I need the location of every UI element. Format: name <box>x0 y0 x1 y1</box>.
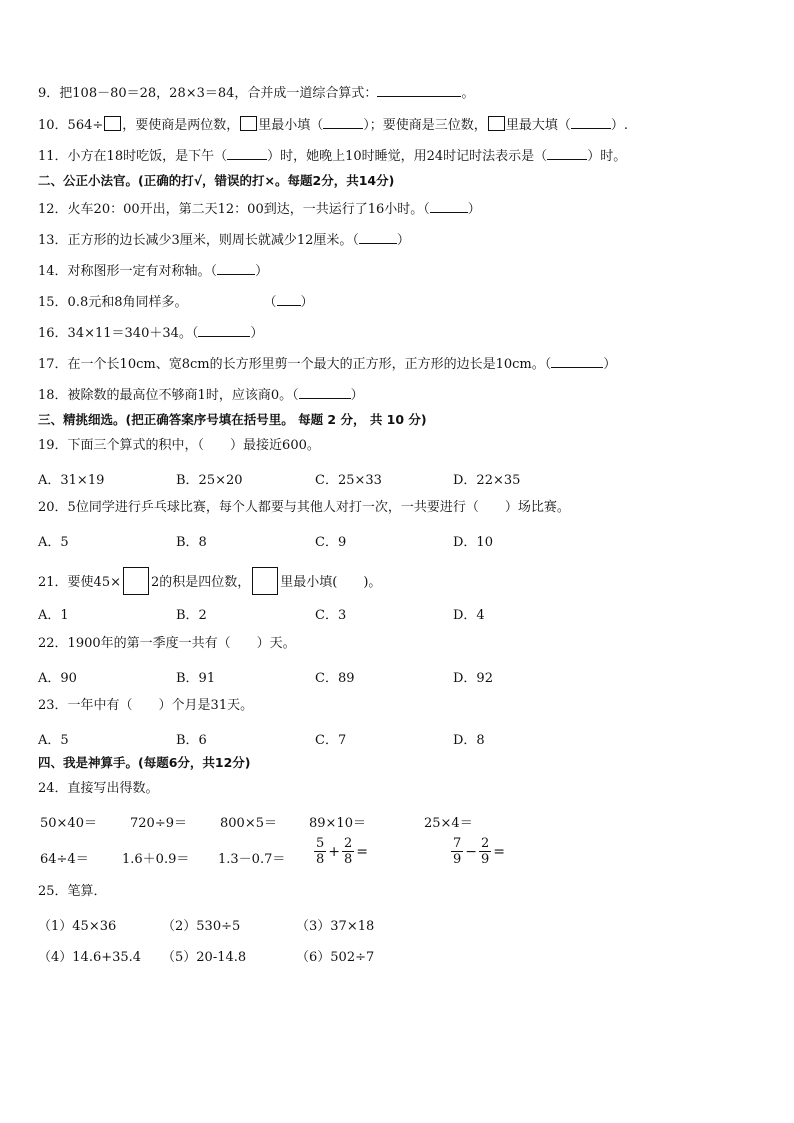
calc-item: 720÷9＝ <box>130 816 187 831</box>
option-d[interactable]: D．8 <box>453 733 485 748</box>
answer-blank[interactable] <box>227 147 267 160</box>
written-calc-item: （3）37×18 <box>296 919 375 934</box>
option-b[interactable]: B．8 <box>176 535 207 550</box>
denominator: 8 <box>316 852 325 867</box>
question-13 <box>38 231 410 249</box>
question-text: 里最小填（ <box>258 118 324 133</box>
section-3-heading: 三、精挑细选。(把正确答案序号填在括号里。 每题 2 分， 共 10 分) <box>38 412 427 427</box>
written-calc-item: （6）502÷7 <box>296 950 375 965</box>
option-a[interactable]: A．5 <box>38 733 69 748</box>
question-16 <box>38 324 263 342</box>
question-12 <box>38 200 481 218</box>
question-text-end: ） <box>255 264 269 279</box>
answer-blank[interactable] <box>359 231 397 244</box>
question-number: 14． <box>38 264 68 279</box>
question-text: 34×11＝340＋34。（ <box>67 326 199 341</box>
question-text: 笔算． <box>67 884 107 899</box>
numerator: 2 <box>344 836 353 851</box>
question-number: 9． <box>38 86 60 101</box>
question-text: ）. <box>610 118 628 133</box>
question-text: 一年中有（ ）个月是31天。 <box>67 698 254 713</box>
digit-box[interactable] <box>240 116 257 131</box>
question-text: 对称图形一定有对称轴。（ <box>67 264 218 279</box>
calc-item: 1.6＋0.9＝ <box>122 852 190 867</box>
numerator: 2 <box>481 836 490 851</box>
question-number: 11． <box>38 149 68 164</box>
equals-sign: = <box>356 843 369 860</box>
denominator: 9 <box>453 852 462 867</box>
question-text-end: ） <box>300 295 314 310</box>
question-text-end: ） <box>467 202 481 217</box>
question-text: 下面三个算式的积中，（ ）最接近600。 <box>67 438 320 453</box>
question-text: ）；要使商是三位数， <box>363 118 487 133</box>
answer-blank[interactable] <box>547 147 587 160</box>
operator: + <box>328 843 341 860</box>
question-number: 10． <box>38 118 68 133</box>
question-24 <box>38 781 159 797</box>
numerator: 5 <box>316 836 325 851</box>
question-number: 19． <box>38 438 68 453</box>
question-22 <box>38 636 296 652</box>
numerator: 7 <box>453 836 462 851</box>
question-text: 小方在18时吃饭，是下午（ <box>67 149 228 164</box>
option-a[interactable]: A．90 <box>38 671 77 686</box>
question-text: 被除数的最高位不够商1时，应该商0。（ <box>67 388 299 403</box>
option-c[interactable]: C．7 <box>315 733 347 748</box>
question-number: 16． <box>38 326 68 341</box>
section-2-heading: 二、公正小法官。(正确的打√，错误的打×。每题2分，共14分) <box>38 173 395 188</box>
answer-blank[interactable] <box>430 200 468 213</box>
question-number: 17． <box>38 357 68 372</box>
question-19 <box>38 438 320 454</box>
question-text: 564÷ <box>67 118 104 133</box>
question-text: 火车20：00开出，第二天12：00到达，一共运行了16小时。（ <box>67 202 430 217</box>
question-10 <box>38 116 628 134</box>
question-number: 13． <box>38 233 68 248</box>
question-number: 25． <box>38 884 68 899</box>
question-20 <box>38 500 570 516</box>
calc-item: 800×5＝ <box>220 816 277 831</box>
option-b[interactable]: B．91 <box>176 671 216 686</box>
fraction <box>451 836 463 867</box>
question-text: ）时，她晚上10时睡觉，用24时记时法表示是（ <box>267 149 548 164</box>
option-a[interactable]: A．1 <box>38 608 69 623</box>
calc-item: 1.3－0.7＝ <box>218 852 286 867</box>
option-a[interactable]: A．5 <box>38 535 69 550</box>
question-text: 0.8元和8角同样多。 <box>67 295 188 310</box>
option-b[interactable]: B．6 <box>176 733 207 748</box>
answer-blank[interactable] <box>571 116 611 129</box>
question-text: 里最小填( )。 <box>280 575 382 590</box>
fraction <box>342 836 354 867</box>
question-text: 要使45× <box>67 575 121 590</box>
question-text: 正方形的边长减少3厘米，则周长就减少12厘米。（ <box>67 233 359 248</box>
question-text-end: ） <box>350 388 364 403</box>
answer-blank[interactable] <box>217 262 255 275</box>
question-number: 23． <box>38 698 68 713</box>
denominator: 8 <box>344 852 353 867</box>
question-23 <box>38 698 253 714</box>
question-14 <box>38 262 268 280</box>
question-17 <box>38 355 616 373</box>
question-text-end: ） <box>250 326 264 341</box>
option-c[interactable]: C．3 <box>315 608 347 623</box>
digit-box[interactable] <box>104 116 121 131</box>
option-d[interactable]: D．22×35 <box>453 473 521 488</box>
question-text: 1900年的第一季度一共有（ ）天。 <box>67 636 296 651</box>
calc-item: 25×4＝ <box>424 816 473 831</box>
question-15 <box>38 293 314 311</box>
fraction <box>314 836 326 867</box>
section-4-heading: 四、我是神算手。(每题6分，共12分) <box>38 755 251 770</box>
option-b[interactable]: B．2 <box>176 608 207 623</box>
question-number: 22． <box>38 636 68 651</box>
fraction-expression-2 <box>451 836 507 867</box>
written-calc-item: （5）20-14.8 <box>162 950 247 965</box>
option-d[interactable]: D．4 <box>453 608 485 623</box>
equals-sign: = <box>493 843 506 860</box>
answer-blank[interactable] <box>299 386 351 399</box>
question-text: 2的积是四位数， <box>150 575 251 590</box>
option-a[interactable]: A．31×19 <box>38 473 105 488</box>
option-b[interactable]: B．25×20 <box>176 473 243 488</box>
calc-item: 64÷4＝ <box>40 852 89 867</box>
question-number: 15． <box>38 295 68 310</box>
question-text: 把108－80＝28，28×3＝84，合并成一道综合算式： <box>59 86 378 101</box>
written-calc-item: （2）530÷5 <box>162 919 241 934</box>
question-number: 21． <box>38 575 68 590</box>
operator: − <box>465 843 478 860</box>
question-9 <box>38 84 474 102</box>
option-c[interactable]: C．25×33 <box>315 473 382 488</box>
question-text: 直接写出得数。 <box>67 781 159 796</box>
question-text-end: 。 <box>461 86 475 101</box>
question-21 <box>38 567 381 595</box>
question-text: 5位同学进行乒乓球比赛，每个人都要与其他人对打一次，一共要进行（ ）场比赛。 <box>67 500 570 515</box>
digit-box[interactable] <box>123 567 149 595</box>
question-11 <box>38 147 626 165</box>
written-calc-item: （1）45×36 <box>38 919 117 934</box>
answer-blank[interactable] <box>277 293 301 306</box>
answer-blank[interactable] <box>198 324 250 337</box>
calc-item: 50×40＝ <box>40 816 97 831</box>
question-number: 24． <box>38 781 68 796</box>
calc-item: 89×10＝ <box>309 816 366 831</box>
written-calc-item: （4）14.6+35.4 <box>38 950 142 965</box>
question-text-end: ） <box>396 233 410 248</box>
question-text: 里最大填（ <box>505 118 571 133</box>
answer-blank[interactable] <box>551 355 603 368</box>
option-c[interactable]: C．89 <box>315 671 355 686</box>
question-text: （ <box>263 295 277 310</box>
answer-blank[interactable] <box>323 116 363 129</box>
digit-box[interactable] <box>252 567 278 595</box>
answer-blank[interactable] <box>377 84 461 97</box>
question-text: ）时。 <box>587 149 627 164</box>
question-18 <box>38 386 364 404</box>
digit-box[interactable] <box>488 116 505 131</box>
option-c[interactable]: C．9 <box>315 535 347 550</box>
question-text: ，要使商是两位数， <box>122 118 240 133</box>
question-number: 12． <box>38 202 68 217</box>
denominator: 9 <box>481 852 490 867</box>
question-number: 20． <box>38 500 68 515</box>
fraction <box>479 836 491 867</box>
question-number: 18． <box>38 388 68 403</box>
question-text-end: ） <box>603 357 617 372</box>
option-d[interactable]: D．10 <box>453 535 493 550</box>
fraction-expression-1 <box>314 836 370 867</box>
option-d[interactable]: D．92 <box>453 671 493 686</box>
question-25 <box>38 884 107 900</box>
question-text: 在一个长10cm、宽8cm的长方形里剪一个最大的正方形，正方形的边长是10cm。（ <box>67 357 552 372</box>
